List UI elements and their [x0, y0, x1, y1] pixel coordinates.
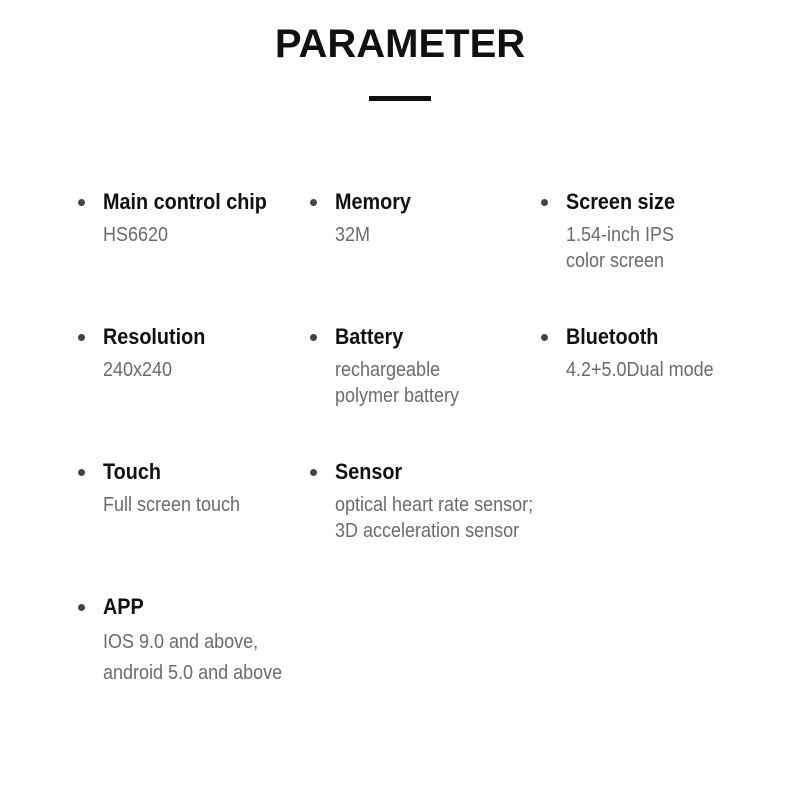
bullet-icon [78, 604, 85, 611]
param-value-line: rechargeable [335, 359, 441, 381]
param-label: Memory [335, 189, 411, 214]
param-value-line: HS6620 [103, 224, 169, 246]
param-value [335, 357, 459, 409]
param-value-line: 1.54-inch IPS [566, 224, 675, 246]
param-value [566, 222, 674, 274]
param-value [335, 492, 533, 544]
param-label: Battery [335, 324, 404, 349]
param-value [103, 357, 172, 383]
param-value [103, 492, 240, 518]
bullet-icon [541, 334, 548, 341]
param-value-line: 3D acceleration sensor [335, 520, 520, 542]
bullet-icon [78, 469, 85, 476]
bullet-icon [310, 199, 317, 206]
param-value-line: color screen [566, 250, 665, 272]
param-value [103, 222, 168, 248]
param-value-line: Full screen touch [103, 494, 241, 516]
param-label: Screen size [566, 189, 675, 214]
param-label: Sensor [335, 459, 403, 484]
bullet-icon [78, 199, 85, 206]
param-value-line: 240x240 [103, 359, 173, 381]
param-value-line: 32M [335, 224, 371, 246]
page-title: PARAMETER [274, 22, 526, 66]
param-value-line: android 5.0 and above [103, 662, 283, 684]
bullet-icon [541, 199, 548, 206]
param-value [103, 627, 282, 689]
bullet-icon [78, 334, 85, 341]
param-value [335, 222, 370, 248]
title-underline [369, 96, 431, 101]
bullet-icon [310, 334, 317, 341]
bullet-icon [310, 469, 317, 476]
param-label: Main control chip [103, 189, 267, 214]
param-label: Touch [103, 459, 161, 484]
param-value-line: 4.2+5.0Dual mode [566, 359, 714, 381]
param-label: APP [103, 594, 144, 619]
param-value-line: optical heart rate sensor; [335, 494, 534, 516]
param-value [566, 357, 714, 383]
param-label: Resolution [103, 324, 206, 349]
param-value-line: polymer battery [335, 385, 460, 407]
param-label: Bluetooth [566, 324, 659, 349]
param-value-line: IOS 9.0 and above, [103, 631, 259, 653]
